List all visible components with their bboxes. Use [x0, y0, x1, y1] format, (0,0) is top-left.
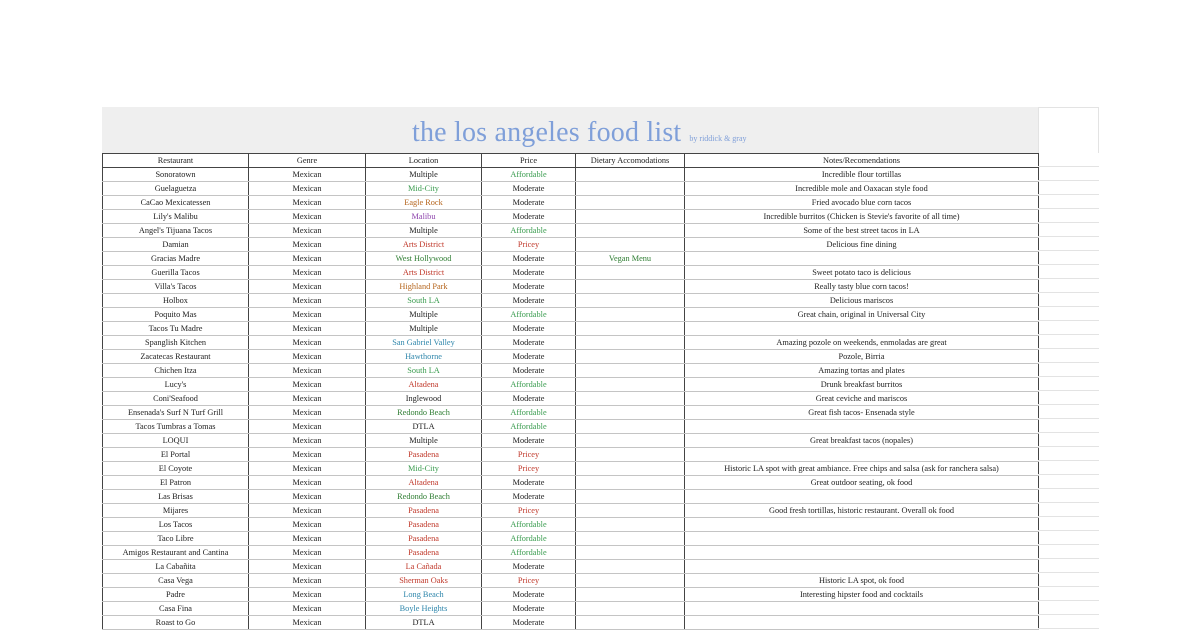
empty-cell[interactable] [1038, 405, 1099, 419]
price-cell[interactable]: Moderate [482, 602, 576, 616]
genre-cell[interactable]: Mexican [249, 616, 366, 630]
notes-cell[interactable]: Drunk breakfast burritos [685, 378, 1039, 392]
notes-cell[interactable]: Amazing pozole on weekends, enmoladas are great [685, 336, 1039, 350]
header-row [103, 154, 1039, 168]
dietary-cell[interactable] [576, 392, 685, 406]
restaurant-cell[interactable]: Angel's Tijuana Tacos [103, 224, 249, 238]
notes-cell[interactable] [685, 518, 1039, 532]
notes-cell[interactable] [685, 616, 1039, 630]
restaurant-cell[interactable]: Las Brisas [103, 490, 249, 504]
dietary-cell[interactable] [576, 224, 685, 238]
price-cell[interactable]: Pricey [482, 504, 576, 518]
notes-cell[interactable] [685, 490, 1039, 504]
location-cell[interactable]: Hawthorne [366, 350, 482, 364]
dietary-cell[interactable] [576, 532, 685, 546]
price-cell[interactable]: Moderate [482, 322, 576, 336]
header-dietary[interactable]: Dietary Accomodations [576, 154, 685, 168]
price-cell[interactable]: Moderate [482, 294, 576, 308]
restaurant-cell[interactable]: Guelaguetza [103, 182, 249, 196]
empty-cell[interactable] [1038, 545, 1099, 559]
genre-cell[interactable]: Mexican [249, 406, 366, 420]
restaurant-cell[interactable]: Chichen Itza [103, 364, 249, 378]
price-cell[interactable]: Pricey [482, 574, 576, 588]
empty-cell[interactable] [1038, 321, 1099, 335]
genre-cell[interactable]: Mexican [249, 224, 366, 238]
restaurant-cell[interactable]: Casa Vega [103, 574, 249, 588]
empty-cell[interactable] [1038, 307, 1099, 321]
empty-cell[interactable] [1038, 349, 1099, 363]
title-main: the los angeles food list [412, 117, 682, 148]
location-cell[interactable]: Eagle Rock [366, 196, 482, 210]
empty-cell[interactable] [1038, 601, 1099, 615]
restaurant-cell[interactable]: Casa Fina [103, 602, 249, 616]
empty-cell[interactable] [1038, 433, 1099, 447]
genre-cell[interactable]: Mexican [249, 294, 366, 308]
dietary-cell[interactable] [576, 182, 685, 196]
genre-cell[interactable]: Mexican [249, 462, 366, 476]
title-byline: by riddick & gray [689, 134, 747, 143]
location-cell[interactable]: Highland Park [366, 280, 482, 294]
restaurant-cell[interactable]: Los Tacos [103, 518, 249, 532]
price-cell[interactable]: Affordable [482, 420, 576, 434]
location-cell[interactable]: Multiple [366, 308, 482, 322]
price-cell[interactable]: Affordable [482, 406, 576, 420]
table-row [103, 588, 1039, 602]
location-cell[interactable]: South LA [366, 294, 482, 308]
dietary-cell[interactable] [576, 518, 685, 532]
notes-cell[interactable]: Incredible burritos (Chicken is Stevie's favorite of all time) [685, 210, 1039, 224]
dietary-cell[interactable] [576, 336, 685, 350]
table-row [103, 532, 1039, 546]
price-cell[interactable]: Moderate [482, 280, 576, 294]
table-row [103, 490, 1039, 504]
price-cell[interactable]: Moderate [482, 182, 576, 196]
restaurant-cell[interactable]: Gracias Madre [103, 252, 249, 266]
restaurant-cell[interactable]: Villa's Tacos [103, 280, 249, 294]
genre-cell[interactable]: Mexican [249, 476, 366, 490]
notes-cell[interactable]: Great chain, original in Universal City [685, 308, 1039, 322]
empty-cell[interactable] [1038, 503, 1099, 517]
grid-line [1038, 107, 1099, 108]
price-cell[interactable]: Affordable [482, 224, 576, 238]
location-cell[interactable]: Pasadena [366, 448, 482, 462]
notes-cell[interactable] [685, 560, 1039, 574]
table-row [103, 224, 1039, 238]
genre-cell[interactable]: Mexican [249, 560, 366, 574]
restaurant-cell[interactable]: Mijares [103, 504, 249, 518]
location-cell[interactable]: Long Beach [366, 588, 482, 602]
genre-cell[interactable]: Mexican [249, 238, 366, 252]
dietary-cell[interactable] [576, 238, 685, 252]
notes-cell[interactable]: Really tasty blue corn tacos! [685, 280, 1039, 294]
price-cell[interactable]: Affordable [482, 532, 576, 546]
dietary-cell[interactable] [576, 350, 685, 364]
dietary-cell[interactable]: Vegan Menu [576, 252, 685, 266]
table-row [103, 308, 1039, 322]
notes-cell[interactable] [685, 448, 1039, 462]
table-row [103, 574, 1039, 588]
price-cell[interactable]: Affordable [482, 518, 576, 532]
restaurant-cell[interactable]: Spanglish Kitchen [103, 336, 249, 350]
table-row [103, 518, 1039, 532]
table-row [103, 392, 1039, 406]
location-cell[interactable]: DTLA [366, 420, 482, 434]
location-cell[interactable]: Pasadena [366, 518, 482, 532]
food-table [102, 153, 1039, 630]
dietary-cell[interactable] [576, 602, 685, 616]
dietary-cell[interactable] [576, 420, 685, 434]
location-cell[interactable]: Multiple [366, 168, 482, 182]
empty-cell[interactable] [1038, 475, 1099, 489]
location-cell[interactable]: San Gabriel Valley [366, 336, 482, 350]
table-row [103, 252, 1039, 266]
location-cell[interactable]: Multiple [366, 322, 482, 336]
price-cell[interactable]: Moderate [482, 350, 576, 364]
table-row [103, 616, 1039, 630]
empty-cell[interactable] [1038, 209, 1099, 223]
location-cell[interactable]: Multiple [366, 224, 482, 238]
price-cell[interactable]: Moderate [482, 336, 576, 350]
table-row [103, 210, 1039, 224]
table-row [103, 560, 1039, 574]
dietary-cell[interactable] [576, 294, 685, 308]
restaurant-cell[interactable]: Lucy's [103, 378, 249, 392]
notes-cell[interactable] [685, 322, 1039, 336]
restaurant-cell[interactable]: Ensenada's Surf N Turf Grill [103, 406, 249, 420]
table-row [103, 364, 1039, 378]
empty-cell[interactable] [1038, 279, 1099, 293]
location-cell[interactable]: Pasadena [366, 532, 482, 546]
location-cell[interactable]: Sherman Oaks [366, 574, 482, 588]
genre-cell[interactable]: Mexican [249, 336, 366, 350]
location-cell[interactable]: South LA [366, 364, 482, 378]
table-row [103, 378, 1039, 392]
empty-cell[interactable] [1038, 419, 1099, 433]
genre-cell[interactable]: Mexican [249, 308, 366, 322]
dietary-cell[interactable] [576, 378, 685, 392]
table-row [103, 336, 1039, 350]
restaurant-cell[interactable]: Poquito Mas [103, 308, 249, 322]
price-cell[interactable]: Moderate [482, 476, 576, 490]
genre-cell[interactable]: Mexican [249, 546, 366, 560]
notes-cell[interactable]: Incredible flour tortillas [685, 168, 1039, 182]
location-cell[interactable]: Inglewood [366, 392, 482, 406]
notes-cell[interactable]: Historic LA spot with great ambiance. Free chips and salsa (ask for ranchera salsa) [685, 462, 1039, 476]
dietary-cell[interactable] [576, 210, 685, 224]
genre-cell[interactable]: Mexican [249, 378, 366, 392]
restaurant-cell[interactable]: Roast to Go [103, 616, 249, 630]
genre-cell[interactable]: Mexican [249, 434, 366, 448]
location-cell[interactable]: Boyle Heights [366, 602, 482, 616]
restaurant-cell[interactable]: Holbox [103, 294, 249, 308]
restaurant-cell[interactable]: El Coyote [103, 462, 249, 476]
genre-cell[interactable]: Mexican [249, 420, 366, 434]
location-cell[interactable]: Pasadena [366, 504, 482, 518]
restaurant-cell[interactable]: Guerilla Tacos [103, 266, 249, 280]
location-cell[interactable]: Arts District [366, 238, 482, 252]
notes-cell[interactable] [685, 252, 1039, 266]
location-cell[interactable]: Altadena [366, 476, 482, 490]
empty-cell[interactable] [1038, 265, 1099, 279]
empty-cell[interactable] [1038, 559, 1099, 573]
notes-cell[interactable] [685, 420, 1039, 434]
price-cell[interactable]: Pricey [482, 238, 576, 252]
dietary-cell[interactable] [576, 280, 685, 294]
restaurant-cell[interactable]: Lily's Malibu [103, 210, 249, 224]
genre-cell[interactable]: Mexican [249, 574, 366, 588]
genre-cell[interactable]: Mexican [249, 602, 366, 616]
restaurant-cell[interactable]: Padre [103, 588, 249, 602]
dietary-cell[interactable] [576, 462, 685, 476]
empty-cell[interactable] [1038, 167, 1099, 181]
restaurant-cell[interactable]: Coni'Seafood [103, 392, 249, 406]
genre-cell[interactable]: Mexican [249, 350, 366, 364]
dietary-cell[interactable] [576, 560, 685, 574]
price-cell[interactable]: Moderate [482, 392, 576, 406]
restaurant-cell[interactable]: Damian [103, 238, 249, 252]
location-cell[interactable]: Arts District [366, 266, 482, 280]
genre-cell[interactable]: Mexican [249, 280, 366, 294]
dietary-cell[interactable] [576, 434, 685, 448]
dietary-cell[interactable] [576, 476, 685, 490]
dietary-cell[interactable] [576, 322, 685, 336]
table-row [103, 476, 1039, 490]
price-cell[interactable]: Moderate [482, 588, 576, 602]
dietary-cell[interactable] [576, 574, 685, 588]
genre-cell[interactable]: Mexican [249, 266, 366, 280]
notes-cell[interactable]: Great breakfast tacos (nopales) [685, 434, 1039, 448]
table-row [103, 406, 1039, 420]
notes-cell[interactable]: Good fresh tortillas, historic restaurant. Overall ok food [685, 504, 1039, 518]
price-cell[interactable]: Moderate [482, 210, 576, 224]
table-row [103, 448, 1039, 462]
location-cell[interactable]: La Cañada [366, 560, 482, 574]
dietary-cell[interactable] [576, 308, 685, 322]
dietary-cell[interactable] [576, 588, 685, 602]
notes-cell[interactable]: Sweet potato taco is delicious [685, 266, 1039, 280]
genre-cell[interactable]: Mexican [249, 210, 366, 224]
restaurant-cell[interactable]: CaCao Mexicatessen [103, 196, 249, 210]
price-cell[interactable]: Pricey [482, 462, 576, 476]
table-row [103, 266, 1039, 280]
empty-cell[interactable] [1038, 293, 1099, 307]
genre-cell[interactable]: Mexican [249, 364, 366, 378]
empty-cell[interactable] [1038, 615, 1099, 629]
empty-cell[interactable] [1038, 489, 1099, 503]
location-cell[interactable]: Pasadena [366, 546, 482, 560]
sheet-title [412, 117, 747, 149]
table-row [103, 504, 1039, 518]
restaurant-cell[interactable]: Taco Libre [103, 532, 249, 546]
empty-cell[interactable] [1038, 517, 1099, 531]
table-row [103, 350, 1039, 364]
location-cell[interactable]: Redondo Beach [366, 490, 482, 504]
grid-line [1098, 107, 1099, 153]
location-cell[interactable]: Altadena [366, 378, 482, 392]
price-cell[interactable]: Moderate [482, 560, 576, 574]
location-cell[interactable]: Redondo Beach [366, 406, 482, 420]
dietary-cell[interactable] [576, 364, 685, 378]
empty-cell[interactable] [1038, 153, 1099, 167]
notes-cell[interactable]: Pozole, Birria [685, 350, 1039, 364]
price-cell[interactable]: Moderate [482, 196, 576, 210]
restaurant-cell[interactable]: El Portal [103, 448, 249, 462]
price-cell[interactable]: Pricey [482, 448, 576, 462]
notes-cell[interactable] [685, 602, 1039, 616]
notes-cell[interactable] [685, 546, 1039, 560]
price-cell[interactable]: Affordable [482, 168, 576, 182]
table-row [103, 322, 1039, 336]
genre-cell[interactable]: Mexican [249, 182, 366, 196]
dietary-cell[interactable] [576, 448, 685, 462]
genre-cell[interactable]: Mexican [249, 252, 366, 266]
price-cell[interactable]: Moderate [482, 266, 576, 280]
notes-cell[interactable]: Great fish tacos- Ensenada style [685, 406, 1039, 420]
price-cell[interactable]: Moderate [482, 616, 576, 630]
table-row [103, 238, 1039, 252]
empty-cell[interactable] [1038, 181, 1099, 195]
header-price[interactable]: Price [482, 154, 576, 168]
empty-cell[interactable] [1038, 531, 1099, 545]
empty-cell[interactable] [1038, 377, 1099, 391]
empty-cell[interactable] [1038, 363, 1099, 377]
empty-cell[interactable] [1038, 335, 1099, 349]
notes-cell[interactable]: Delicious fine dining [685, 238, 1039, 252]
price-cell[interactable]: Affordable [482, 308, 576, 322]
table-row [103, 196, 1039, 210]
location-cell[interactable]: West Hollywood [366, 252, 482, 266]
empty-cell[interactable] [1038, 573, 1099, 587]
empty-cell[interactable] [1038, 587, 1099, 601]
dietary-cell[interactable] [576, 406, 685, 420]
genre-cell[interactable]: Mexican [249, 392, 366, 406]
empty-cell[interactable] [1038, 223, 1099, 237]
restaurant-cell[interactable]: Tacos Tumbras a Tomas [103, 420, 249, 434]
title-band [102, 107, 1038, 153]
table-row [103, 420, 1039, 434]
notes-cell[interactable] [685, 532, 1039, 546]
dietary-cell[interactable] [576, 490, 685, 504]
header-genre[interactable]: Genre [249, 154, 366, 168]
table-row [103, 462, 1039, 476]
genre-cell[interactable]: Mexican [249, 448, 366, 462]
notes-cell[interactable]: Some of the best street tacos in LA [685, 224, 1039, 238]
dietary-cell[interactable] [576, 168, 685, 182]
genre-cell[interactable]: Mexican [249, 588, 366, 602]
notes-cell[interactable]: Great ceviche and mariscos [685, 392, 1039, 406]
dietary-cell[interactable] [576, 546, 685, 560]
header-location[interactable]: Location [366, 154, 482, 168]
restaurant-cell[interactable]: LOQUI [103, 434, 249, 448]
table-row [103, 546, 1039, 560]
empty-column [1038, 153, 1099, 629]
notes-cell[interactable]: Historic LA spot, ok food [685, 574, 1039, 588]
dietary-cell[interactable] [576, 616, 685, 630]
restaurant-cell[interactable]: La Cabañita [103, 560, 249, 574]
location-cell[interactable]: Mid-City [366, 182, 482, 196]
genre-cell[interactable]: Mexican [249, 196, 366, 210]
restaurant-cell[interactable]: Zacatecas Restaurant [103, 350, 249, 364]
restaurant-cell[interactable]: El Patron [103, 476, 249, 490]
dietary-cell[interactable] [576, 266, 685, 280]
notes-cell[interactable]: Great outdoor seating, ok food [685, 476, 1039, 490]
empty-cell[interactable] [1038, 461, 1099, 475]
notes-cell[interactable]: Delicious mariscos [685, 294, 1039, 308]
dietary-cell[interactable] [576, 504, 685, 518]
genre-cell[interactable]: Mexican [249, 322, 366, 336]
genre-cell[interactable]: Mexican [249, 518, 366, 532]
grid-line [1038, 107, 1039, 153]
location-cell[interactable]: Malibu [366, 210, 482, 224]
spreadsheet [102, 107, 1099, 630]
price-cell[interactable]: Moderate [482, 252, 576, 266]
dietary-cell[interactable] [576, 196, 685, 210]
location-cell[interactable]: Multiple [366, 434, 482, 448]
price-cell[interactable]: Moderate [482, 434, 576, 448]
header-restaurant[interactable]: Restaurant [103, 154, 249, 168]
notes-cell[interactable]: Fried avocado blue corn tacos [685, 196, 1039, 210]
genre-cell[interactable]: Mexican [249, 490, 366, 504]
restaurant-cell[interactable]: Amigos Restaurant and Cantina [103, 546, 249, 560]
price-cell[interactable]: Affordable [482, 378, 576, 392]
genre-cell[interactable]: Mexican [249, 168, 366, 182]
location-cell[interactable]: Mid-City [366, 462, 482, 476]
table-row [103, 294, 1039, 308]
empty-cell[interactable] [1038, 447, 1099, 461]
genre-cell[interactable]: Mexican [249, 532, 366, 546]
restaurant-cell[interactable]: Sonoratown [103, 168, 249, 182]
empty-cell[interactable] [1038, 237, 1099, 251]
empty-cell[interactable] [1038, 195, 1099, 209]
genre-cell[interactable]: Mexican [249, 504, 366, 518]
price-cell[interactable]: Moderate [482, 490, 576, 504]
table-row [103, 602, 1039, 616]
notes-cell[interactable]: Interesting hipster food and cocktails [685, 588, 1039, 602]
empty-cell[interactable] [1038, 251, 1099, 265]
header-notes[interactable]: Notes/Recomendations [685, 154, 1039, 168]
table-row [103, 168, 1039, 182]
restaurant-cell[interactable]: Tacos Tu Madre [103, 322, 249, 336]
notes-cell[interactable]: Incredible mole and Oaxacan style food [685, 182, 1039, 196]
notes-cell[interactable]: Amazing tortas and plates [685, 364, 1039, 378]
price-cell[interactable]: Affordable [482, 546, 576, 560]
table-row [103, 182, 1039, 196]
table-row [103, 434, 1039, 448]
location-cell[interactable]: DTLA [366, 616, 482, 630]
table-row [103, 280, 1039, 294]
price-cell[interactable]: Moderate [482, 364, 576, 378]
empty-cell[interactable] [1038, 391, 1099, 405]
